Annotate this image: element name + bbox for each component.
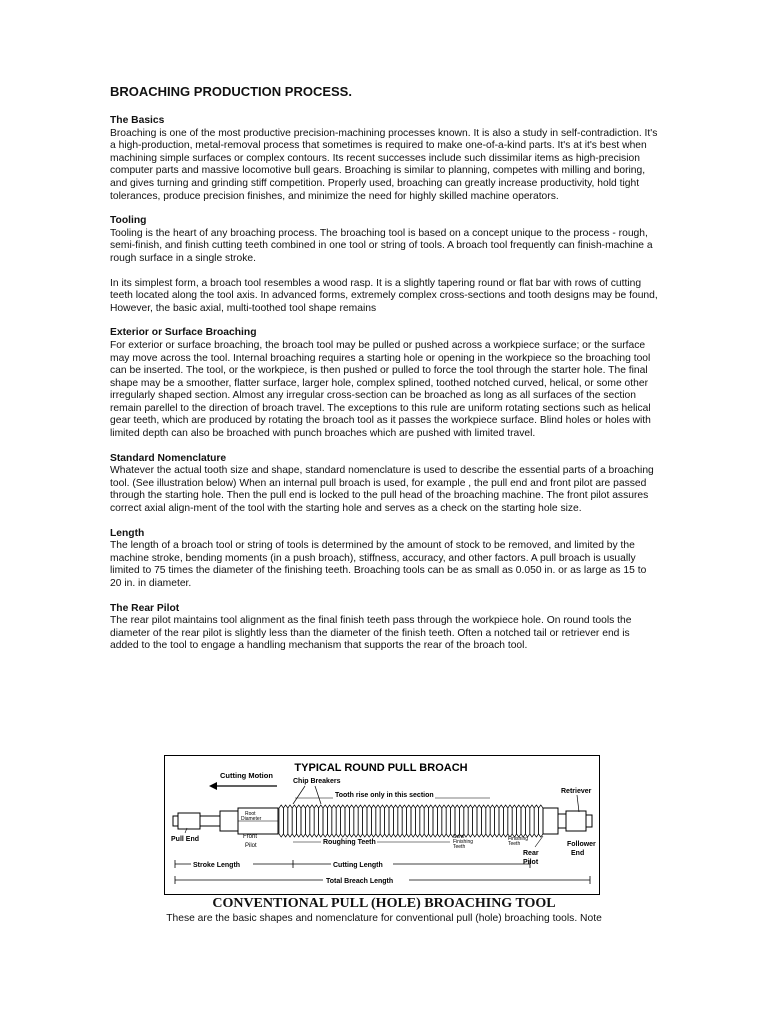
broach-tooth [371,805,375,837]
broach-tooth [477,805,481,837]
label-chip-breakers: Chip Breakers [293,778,341,785]
broach-tooth [402,805,406,837]
label-front-pilot-2: Pilot [245,843,257,849]
section-paragraph: Whatever the actual tooth size and shape, standard nomenclature is used to describe the essential parts of a broaching tool. (See illustration below) When an internal pull broach is used, for example , the pull end and front pilot are passed through the starting hole. Then the pull end is locked to the pull head of the broaching machine. The front pilot assures correct axial align-ment of the tool with the starting hole and serves as a check on the starting hole size. [110,465,654,515]
broach-tooth [442,805,446,837]
section-heading: Exterior or Surface Broaching [110,327,257,339]
broach-tooth [393,805,397,837]
broach-tooth [305,805,309,837]
section [110,327,658,440]
broach-tooth [314,805,318,837]
broach-tool [173,805,592,837]
figure-title: TYPICAL ROUND PULL BROACH [294,762,468,774]
section [110,528,658,591]
section-heading: Tooling [110,215,147,227]
section [110,215,658,315]
broach-diagram [165,756,598,893]
label-pull-end: Pull End [171,836,199,843]
broach-tooth [486,805,490,837]
chip-breakers-leader [293,786,305,804]
broach-tooth [481,805,485,837]
section-paragraph: The length of a broach tool or string of tools is determined by the amount of stock to be removed, and limited by the machine stroke, bending moments (in a push broach), stiffness, accuracy, and other factors. A pull broach is usually limited to 75 times the diameter of the finishing teeth. Broaching tools can be as small as 0.050 in. or as large as 15 to 20 in. in diameter. [110,540,647,589]
broach-tooth [332,805,336,837]
broach-tooth [345,805,349,837]
section-heading: The Rear Pilot [110,602,180,614]
section-heading: The Basics [110,115,165,126]
broach-tooth [363,805,367,837]
broach-tooth [385,805,389,837]
broach-tooth [292,805,296,837]
broach-tooth [283,805,287,837]
label-roughing-teeth: Roughing Teeth [323,839,376,846]
label-rear-pilot-1: Rear [523,850,539,857]
broach-tooth [473,805,477,837]
broach-tooth [451,805,455,837]
label-tooth-rise: Tooth rise only in this section [335,792,434,799]
broach-tooth [517,805,521,837]
broach-tooth [455,805,459,837]
label-follower-2: End [571,850,585,857]
broach-tooth [327,805,331,837]
section-paragraph: Broaching is one of the most productive precision-machining processes known. It is also a study in self-contradiction. It's a high-production, metal-removal process that sometimes is required to make one-of-a-kind parts. It's at it's best when machining simple surfaces or complex contours. Its recent successes include such dissimilar items as high-precision computer parts and massive locomotive bull gears. Broaching is similar to planning, competes with milling and boring, and gives turning and grinding stiff competition. Properly used, broaching can greatly increase productivity, hold tight tolerances, produce precision finishes, and minimize the need for highly skilled machine operators. [110,127,658,202]
broach-tooth [376,805,380,837]
broach-tooth [301,805,305,837]
section-paragraph: Tooling is the heart of any broaching process. The broaching tool is based on a concept unique to the process - rough, semi-finish, and finish cutting teeth combined in one tool or string of tools. A broach tool frequently can finish-machine a rough surface in a single stroke. [110,227,653,264]
label-finishing-2: Teeth [508,841,521,847]
section-paragraph: In its simplest form, a broach tool resembles a wood rasp. It is a slightly tapering round or flat bar with rows of cutting teeth located along the tool axis. In advanced forms, extremely complex cross-sections and tooth designs may be found, However, the basic axial, multi-toothed tool shape remains [110,277,658,314]
figure-caption: CONVENTIONAL PULL (HOLE) BROACHING TOOL [212,896,556,911]
figure-note: These are the basic shapes and nomenclature for conventional pull (hole) broaching tools. Note [166,913,602,924]
broach-tooth [323,805,327,837]
broach-tooth [429,805,433,837]
cutting-motion-arrow [209,782,277,790]
broach-tooth [349,805,353,837]
label-rear-pilot-2: Pilot [523,859,539,866]
label-front-pilot-1: Front [243,834,258,840]
broach-tooth [407,805,411,837]
broach-tooth [279,805,283,837]
broach-tooth [503,805,507,837]
label-cutting-motion: Cutting Motion [220,771,273,780]
broach-tooth [354,805,358,837]
broach-tooth [424,805,428,837]
broach-tooth [367,805,371,837]
broach-tooth [459,805,463,837]
broach-tooth [398,805,402,837]
label-cutting-length: Cutting Length [333,862,383,869]
broach-tooth [437,805,441,837]
broach-tooth [319,805,323,837]
broach-tooth [521,805,525,837]
chip-breakers-leader-2 [315,786,321,804]
broach-tooth [411,805,415,837]
label-semi-2: Finishing [453,839,474,845]
broach-tooth [297,805,301,837]
label-semi-1: Semi [453,834,465,840]
broach-tooth [464,805,468,837]
label-stroke-length: Stroke Length [193,862,241,869]
broach-tooth [539,805,543,837]
broach-teeth [279,805,543,837]
section [110,453,658,516]
broach-tooth [534,805,538,837]
broach-tooth [433,805,437,837]
broach-tooth [446,805,450,837]
section-paragraph: For exterior or surface broaching, the broach tool may be pulled or pushed across a workpiece surface; or the surface may move across the tool. Internal broaching requires a starting hole or opening in the workpiece so the broaching tool can be inserted. The tool, or the workpiece, is then pushed or pulled to force the tool through the starter hole. The final shape may be a smoother, flatter surface, larger hole, complex splined, toothed notched curved, helical, or some other irregularly shaped section. Almost any irregular cross-section can be broached as long as all surfaces of the section remain parellel to the direction of broach travel. The exceptions to this rule are uniform rotating sections such as helical gear teeth, which are produced by rotating the broach tool as it passes the workpiece surface. Blind holes or holes with limited depth can also be broached with punch broaches which are pushed with limited travel. [110,339,651,440]
broach-tooth [389,805,393,837]
section-heading: Standard Nomenclature [110,452,227,464]
section [110,603,658,653]
broach-tooth [336,805,340,837]
sections-container [110,115,658,653]
broach-tooth [288,805,292,837]
broach-tooth [341,805,345,837]
document-body [110,84,658,665]
label-semi-3: Teeth [453,844,466,850]
broach-tooth [508,805,512,837]
section-paragraph: The rear pilot maintains tool alignment as the final finish teeth pass through the workpiece hole. On round tools the diameter of the rear pilot is slightly less than the diameter of the finish teeth. Often a notched tail or retriever end is added to the tool to engage a handling mechanism that supports the rear of the broach tool. [110,615,632,652]
document-title: BROACHING PRODUCTION PROCESS. [110,84,352,99]
broach-tooth [468,805,472,837]
broach-tooth [415,805,419,837]
broach-tooth [499,805,503,837]
broach-tooth [380,805,384,837]
broach-tooth [310,805,314,837]
broach-figure [164,755,600,895]
broach-tooth [512,805,516,837]
broach-tooth [358,805,362,837]
broach-tooth [530,805,534,837]
label-finishing-1: Finishing [508,836,529,842]
broach-tooth [490,805,494,837]
broach-tooth [525,805,529,837]
section [110,115,658,203]
broach-tooth [420,805,424,837]
section-heading: Length [110,527,145,539]
label-retriever: Retriever [561,788,592,795]
label-root-1: Root [245,811,256,817]
broach-tooth [495,805,499,837]
label-total-length: Total Breach Length [326,878,394,885]
label-follower-1: Follower [567,841,596,848]
label-root-2: Diameter [241,816,262,822]
